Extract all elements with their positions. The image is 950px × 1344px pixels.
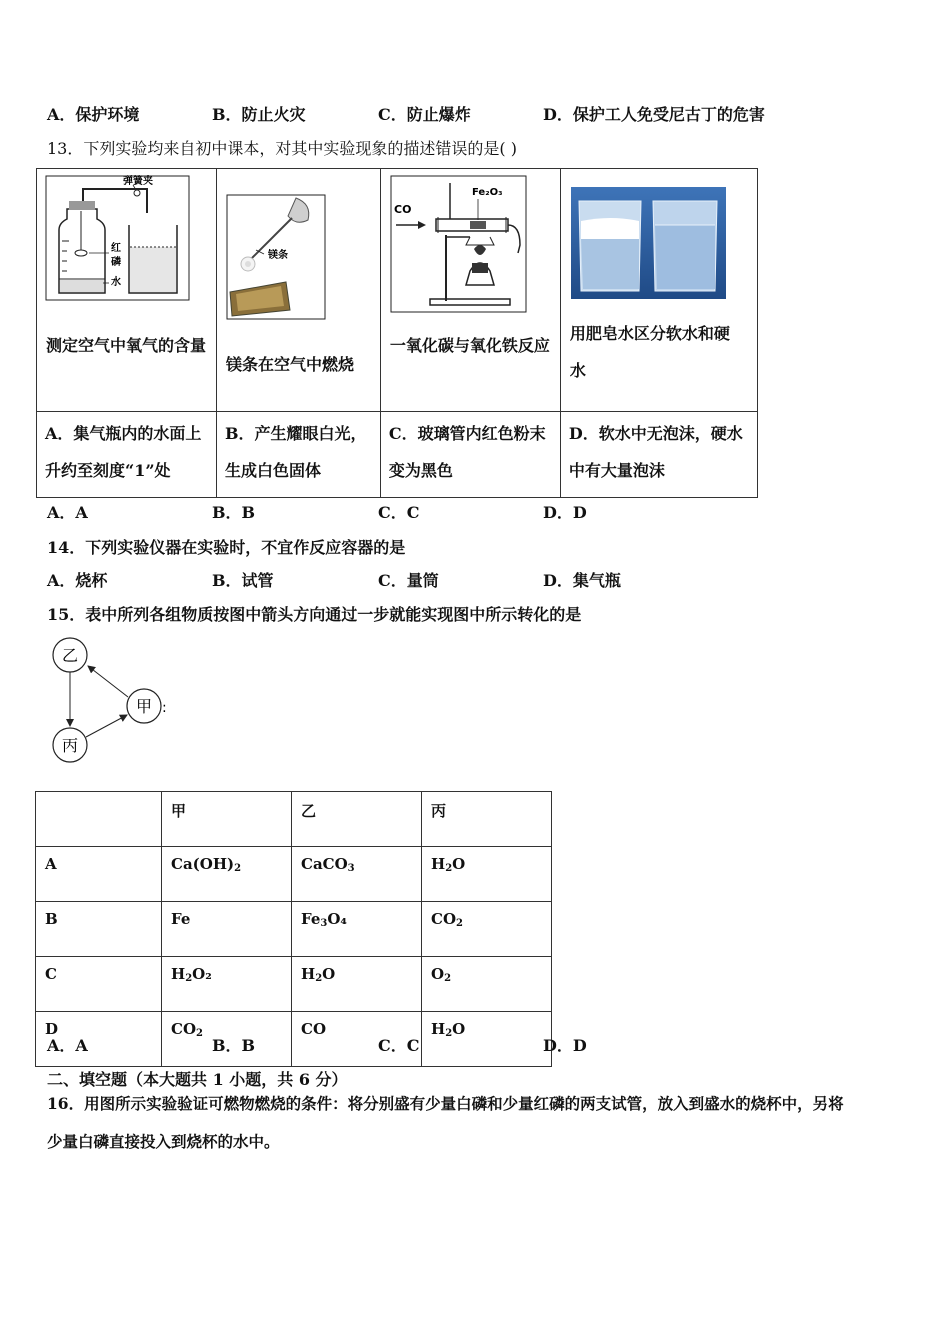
node-bing-label: 丙 (61, 736, 79, 755)
q14-option-c: C．量筒 (378, 571, 439, 590)
q15-stem: 15．表中所列各组物质按图中箭头方向通过一步就能实现图中所示转化的是 (47, 605, 582, 624)
experiment-a-caption: 测定空气中氧气的含量 (46, 336, 207, 355)
magnesium-burning-figure (226, 194, 326, 320)
experiment-c-caption: 一氧化碳与氧化铁反应 (389, 336, 550, 355)
q13-option-d: D．D (543, 503, 587, 522)
formula-cell: $Fe_3O_4$ (292, 902, 422, 957)
magnesium-strip-label: 镁条 (267, 250, 288, 261)
experiment-cell-d (560, 169, 757, 412)
experiment-cell-c (380, 169, 560, 412)
experiment-b-caption: 镁条在空气中燃烧 (225, 355, 354, 374)
q16-stem-line1: 16．用图所示实验验证可燃物燃烧的条件：将分别盛有少量白磷和少量红磷的两支试管，放入到盛水的烧杯中，另将 (47, 1094, 844, 1113)
arrow-bing-to-jia (86, 715, 127, 737)
soapy-water-beakers-photo (571, 187, 726, 299)
experiment-d-description: D．软水中无泡沫，硬水中有大量泡沫 (560, 412, 757, 498)
formula-cell: $H_2O_2$ (162, 957, 292, 1012)
q13-stem (47, 136, 517, 159)
q13-number: 13． (47, 139, 84, 158)
phosphorus-label: 磷 (111, 257, 121, 268)
fe2o3-label: Fe₂O₃ (471, 187, 503, 198)
header-cell-empty (36, 792, 162, 847)
co-iron-oxide-apparatus-figure (390, 175, 527, 313)
q12-option-a: A．保护环境 (47, 105, 140, 124)
q15-substance-table (35, 791, 552, 1067)
q15-option-c: C．C (378, 1036, 420, 1055)
q12-option-c: C．防止爆炸 (378, 105, 471, 124)
formula-cell: $H_2O$ (292, 957, 422, 1012)
node-yi-label: 乙 (61, 646, 79, 665)
formula-cell: $CO_2$ (162, 1012, 292, 1067)
experiment-a-description: A．集气瓶内的水面上升约至刻度“1”处 (37, 412, 217, 498)
co-label: CO (393, 203, 412, 216)
q12-option-d: D．保护工人免受尼古丁的危害 (543, 105, 765, 124)
header-cell-yi: 乙 (292, 792, 422, 847)
experiment-d-caption: 用肥皂水区分软水和硬水 (569, 324, 730, 380)
q13-option-a: A．A (47, 503, 88, 522)
q14-option-d: D．集气瓶 (543, 571, 621, 590)
q15-option-d: D．D (543, 1036, 587, 1055)
table-row (36, 847, 552, 902)
q16-stem-line2: 少量白磷直接投入到烧杯的水中。 (47, 1132, 280, 1151)
q13-experiment-table (36, 168, 758, 498)
formula-cell: CO (292, 1012, 422, 1067)
q14-stem: 14．下列实验仪器在实验时，不宜作反应容器的是 (47, 538, 406, 557)
row-label: D (36, 1012, 162, 1067)
experiment-cell-a (37, 169, 217, 412)
formula-cell: CaCO$_3$ (292, 847, 422, 902)
row-label: B (36, 902, 162, 957)
experiment-cell-b (216, 169, 380, 412)
q12-option-b: B．防止火灾 (212, 105, 306, 124)
table-row (36, 902, 552, 957)
q14-option-b: B．试管 (212, 571, 274, 590)
formula-cell: $O_2$ (422, 957, 552, 1012)
q14-option-a: A．烧杯 (47, 571, 108, 590)
conversion-cycle-diagram (44, 634, 174, 770)
row-label: C (36, 957, 162, 1012)
table-row (36, 957, 552, 1012)
q13-stem-text: 下列实验均来自初中课本，对其中实验现象的描述错误的是( ) (83, 139, 517, 158)
formula-cell: $Ca(OH)_2$ (162, 847, 292, 902)
table-header-row (36, 792, 552, 847)
table-row (36, 1012, 552, 1067)
node-jia-label: 甲 (135, 697, 153, 716)
arrow-jia-to-yi (88, 666, 128, 697)
section-heading: 二、填空题（本大题共 1 小题，共 6 分） (47, 1070, 348, 1089)
q13-option-b: B．B (212, 503, 256, 522)
experiment-c-description: C．玻璃管内红色粉末变为黑色 (380, 412, 560, 498)
diagram-colon: : (162, 700, 167, 716)
formula-cell: Fe (162, 902, 292, 957)
spring-clip-label: 弹簧夹 (123, 176, 153, 187)
formula-cell: $H_2O$ (422, 847, 552, 902)
formula-cell: $H_2O$ (422, 1012, 552, 1067)
red-label: 红 (111, 243, 121, 254)
header-cell-jia: 甲 (162, 792, 292, 847)
q15-option-b: B．B (212, 1036, 256, 1055)
q13-option-c: C．C (378, 503, 420, 522)
oxygen-measurement-apparatus-figure (45, 175, 190, 301)
formula-cell: $CO_2$ (422, 902, 552, 957)
header-cell-bing: 丙 (422, 792, 552, 847)
water-label: 水 (111, 277, 121, 288)
q15-option-a: A．A (47, 1036, 88, 1055)
experiment-b-description: B．产生耀眼白光，生成白色固体 (216, 412, 380, 498)
row-label: A (36, 847, 162, 902)
